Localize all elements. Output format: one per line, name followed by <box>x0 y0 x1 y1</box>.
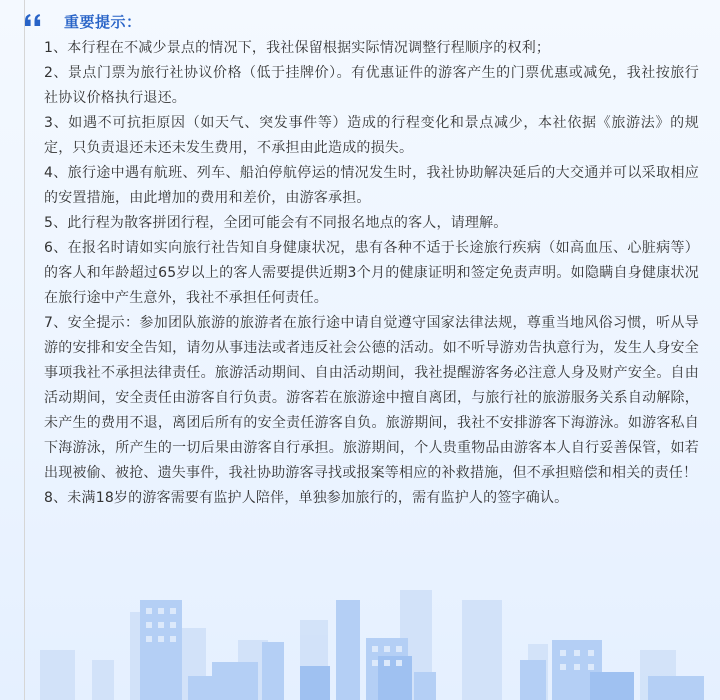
notice-header <box>24 9 142 33</box>
left-divider-line <box>24 0 25 700</box>
notice-item-5: 5、此行程为散客拼团行程，全团可能会有不同报名地点的客人，请理解。 <box>44 215 508 231</box>
notice-item-7: 7、安全提示：参加团队旅游的旅游者在旅行途中请自觉遵守国家法律法规，尊重当地风俗习惯，听从导游的安排和安全告知，请勿从事违法或者违反社会公德的活动。如不听导游劝告执意行为，发生人身安全事项我社不承担法律责任。旅游活动期间、自由活动期间，我社提醒游客务必注意人身及财产安全。自由活动期间，安全责任由游客自行负责。游客若在旅游途中擅自离团，与旅行社的旅游服务关系自动解除，未产生的费用不退，离团后所有的安全责任游客自负。旅游期间，我社不安排游客下海游泳。如游客私自下海游泳，所产生的一切后果由游客自行承担。旅游期间，个人贵重物品由游客本人自行妥善保管，如若出现被偷、被抢、遗失事件，我社协助游客寻找或报案等相应的补救措施，但不承担赔偿和相关的责任！ <box>44 315 699 481</box>
notice-item-3: 3、如遇不可抗拒原因（如天气、突发事件等）造成的行程变化和景点减少，本社依据《旅游法》的规定，只负责退还未还未发生费用，不承担由此造成的损失。 <box>44 115 699 156</box>
notice-title: 重要提示： <box>64 12 142 31</box>
notice-list <box>44 36 699 511</box>
notice-item-4: 4、旅行途中遇有航班、列车、船泊停航停运的情况发生时，我社协助解决延后的大交通并可以采取相应的安置措施，由此增加的费用和差价，由游客承担。 <box>44 165 699 206</box>
notice-item-2: 2、景点门票为旅行社协议价格（低于挂牌价）。有优惠证件的游客产生的门票优惠或减免，我社按旅行社协议价格执行退还。 <box>44 65 699 106</box>
quote-icon <box>24 11 44 31</box>
notice-item-8: 8、未满18岁的游客需要有监护人陪伴，单独参加旅行的，需有监护人的签字确认。 <box>44 490 569 506</box>
notice-item-1: 1、本行程在不减少景点的情况下，我社保留根据实际情况调整行程顺序的权利； <box>44 40 551 56</box>
notice-item-6: 6、在报名时请如实向旅行社告知自身健康状况，患有各种不适于长途旅行疾病（如高血压、心脏病等）的客人和年龄超过65岁以上的客人需要提供近期3个月的健康证明和签定免责声明。如隐瞒自身健康状况在旅行途中产生意外，我社不承担任何责任。 <box>44 240 699 306</box>
